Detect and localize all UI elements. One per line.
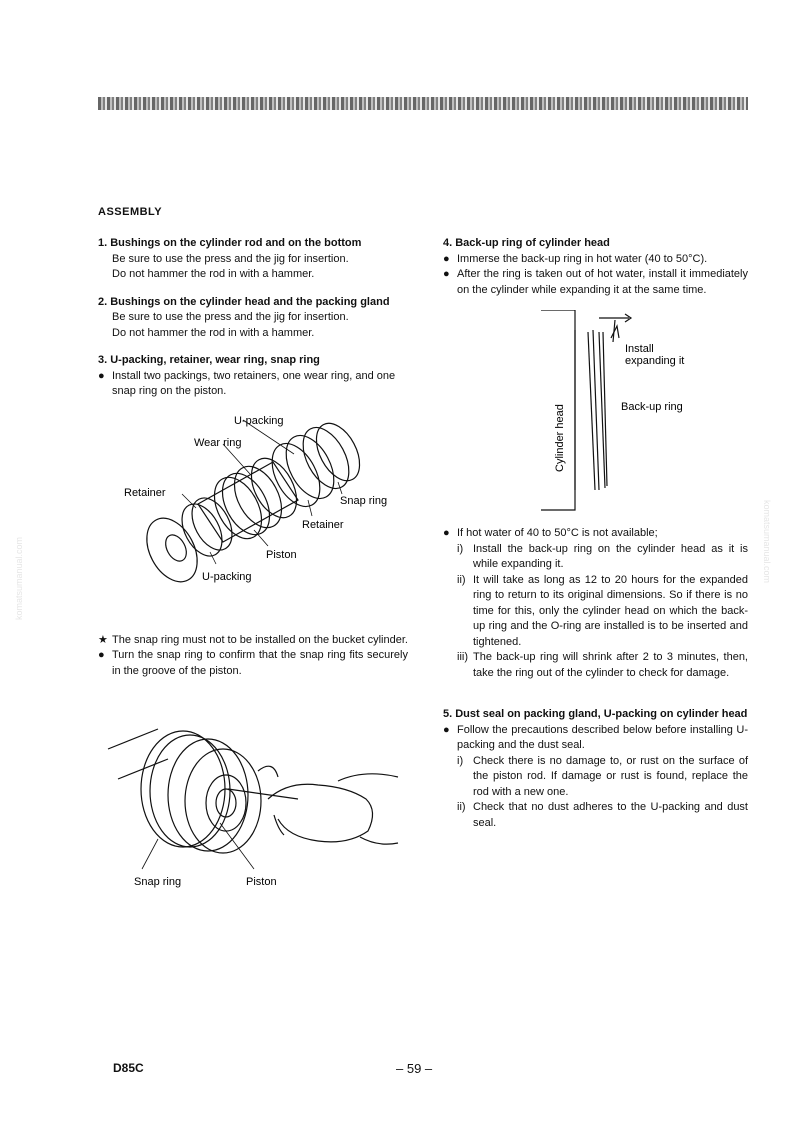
section-3-bullet (98, 369, 408, 400)
section-3-heading: 3. U-packing, retainer, wear ring, snap ring (98, 354, 320, 366)
section-1-line-2: Do not hammer the rod in with a hammer. (112, 268, 315, 280)
section-4-item-i (443, 542, 748, 573)
section-4-bullet-3 (443, 526, 748, 542)
bullet-icon: ● (443, 527, 450, 539)
section-5-item-ii-text: Check that no dust adheres to the U-packing and dust seal. (473, 801, 748, 829)
section-5-bullet (443, 723, 748, 754)
section-5-heading: 5. Dust seal on packing gland, U-packing on cylinder head (443, 708, 748, 720)
section-4-item-i-text: Install the back-up ring on the cylinder head as it is while expanding it. (473, 542, 748, 570)
watermark-left: komatsumanual.com (14, 536, 24, 620)
section-4-bullet-1 (443, 252, 748, 268)
section-4-alt (443, 526, 748, 681)
label-install-line-1: Install (625, 343, 654, 355)
star-note-text: The snap ring must not to be installed on the bucket cylinder. (112, 633, 408, 646)
section-2-line-2: Do not hammer the rod in with a hammer. (112, 326, 315, 339)
section-2 (98, 295, 408, 342)
footer-model: D85C (113, 1061, 144, 1075)
label-retainer-left: Retainer (124, 486, 166, 499)
label-piston: Piston (266, 548, 297, 561)
section-2-heading: 2. Bushings on the cylinder head and the packing gland (98, 295, 390, 308)
section-3 (98, 353, 408, 400)
section-4-item-ii-text: It will take as long as 12 to 20 hours for the expanded ring to return to its original dimensions. So if there is no time for this, only the cylinder head on which the back-up ring and the O-ring are installed is to be inserted and tightened. (473, 573, 748, 648)
section-2-line-1: Be sure to use the press and the jig for insertion. (112, 311, 349, 323)
roman-ii: ii) (457, 573, 466, 586)
section-4-bullet-3-text: If hot water of 40 to 50°C is not available; (457, 527, 658, 539)
section-1-heading: 1. Bushings on the cylinder rod and on the bottom (98, 237, 362, 249)
footer-page-number: – 59 – (396, 1061, 433, 1076)
label-snap-ring: Snap ring (340, 494, 388, 507)
section-5-item-ii (443, 800, 748, 831)
label-u-packing-top: U-packing (234, 414, 284, 427)
label-cylinder-head: Cylinder head (554, 404, 566, 472)
section-5-item-i-text: Check there is no damage to, or rust on the surface of the piston rod. If damage or rust is found, replace the rod with a new one. (473, 754, 748, 798)
label-piston-bottom: Piston (246, 876, 277, 888)
section-5-bullet-text: Follow the precautions described below before installing U-packing and the dust seal. (457, 723, 748, 751)
label-snap-ring-bottom: Snap ring (134, 876, 182, 888)
section-3-note-bullet (98, 648, 408, 679)
piston-assembly-figure (98, 412, 408, 627)
section-5 (443, 707, 748, 831)
roman-i: i) (457, 542, 464, 555)
snap-ring-check-figure (98, 719, 408, 909)
section-4-heading: 4. Back-up ring of cylinder head (443, 237, 610, 249)
page-title: ASSEMBLY (98, 206, 163, 218)
section-5-item-i (443, 754, 748, 801)
section-1-line-1: Be sure to use the press and the jig for insertion. (112, 252, 349, 265)
label-u-packing-bottom: U-packing (202, 570, 252, 583)
bullet-icon: ● (98, 649, 105, 661)
bullet-icon: ● (443, 252, 450, 265)
roman-ii: ii) (457, 801, 466, 813)
section-3-star-note (98, 633, 408, 649)
roman-iii: iii) (457, 651, 468, 663)
label-install-line-2: expanding it (625, 355, 685, 367)
left-column (98, 236, 408, 909)
bullet-icon: ● (443, 723, 450, 736)
section-4-item-iii (443, 650, 748, 681)
section-4-item-iii-text: The back-up ring will shrink after 2 to 3 minutes, then, take the ring out of the cylinder to check for damage. (473, 651, 748, 679)
label-wear-ring: Wear ring (194, 436, 242, 449)
section-4-bullet-2-text: After the ring is taken out of hot water, install it immediately on the cylinder while expanding it at the same time. (457, 268, 748, 296)
star-icon: ★ (98, 633, 108, 646)
section-4-bullet-1-text: Immerse the back-up ring in hot water (40 to 50°C). (457, 252, 708, 265)
section-3-bullet-text: Install two packings, two retainers, one wear ring, and one snap ring on the piston. (112, 369, 396, 397)
bullet-icon: ● (443, 268, 450, 280)
section-4-item-ii (443, 573, 748, 651)
roman-i: i) (457, 754, 464, 767)
right-column (443, 236, 748, 843)
section-4 (443, 236, 748, 298)
note-bullet-text: Turn the snap ring to confirm that the snap ring fits securely in the groove of the piston. (112, 649, 408, 677)
label-backup-ring: Back-up ring (621, 401, 683, 413)
header-band (98, 97, 748, 110)
bullet-icon: ● (98, 369, 105, 382)
backup-ring-figure (443, 310, 748, 520)
watermark-right: komatsumanual.com (762, 500, 772, 584)
section-1 (98, 236, 408, 283)
label-retainer-right: Retainer (302, 518, 344, 531)
section-4-bullet-2 (443, 267, 748, 298)
